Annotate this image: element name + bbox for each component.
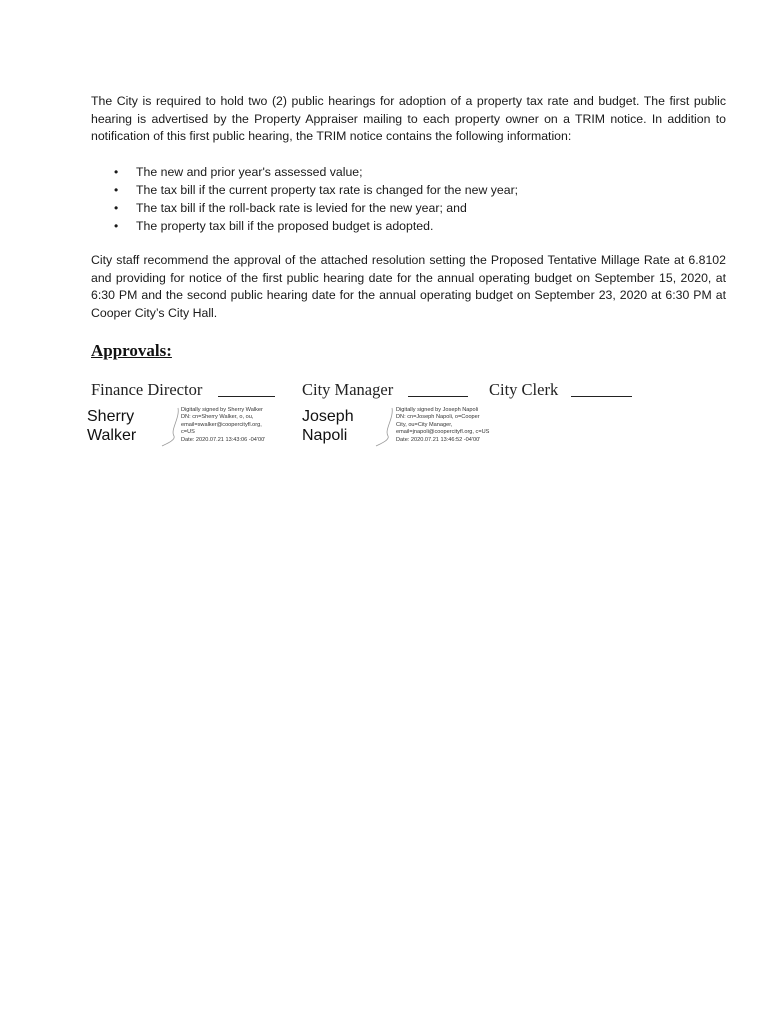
bullet-icon: •: [114, 183, 119, 197]
bullet-icon: •: [114, 165, 119, 179]
city-clerk-line: [571, 396, 632, 397]
city-manager-label: City Manager: [302, 380, 394, 399]
intro-paragraph: The City is required to hold two (2) public hearings for adoption of a property tax rate and budget. The first public hearing is advertised by the Property Appraiser mailing to each property owner on a TRIM notice. In addition to notification of this first public hearing, the TRIM notice contains the following information:: [91, 94, 726, 143]
list-item: • The property tax bill if the proposed budget is adopted.: [114, 219, 434, 233]
finance-signer-name: Sherry Walker: [87, 408, 137, 444]
bullet-icon: •: [114, 219, 119, 233]
manager-signature-details: Digitally signed by Joseph Napoli DN: cn=Joseph Napoli, o=Cooper City, ou=City Manager, email=jnapoli@coopercityfl.org, c=US Date: 2020.07.21 13:46:52 -04'00': [396, 407, 490, 443]
finance-director-label: Finance Director: [91, 380, 203, 399]
bullet-icon: •: [114, 201, 119, 215]
list-item: • The tax bill if the roll-back rate is levied for the new year; and: [114, 201, 467, 215]
finance-signature-details: Digitally signed by Sherry Walker DN: cn=Sherry Walker, o, ou, email=swalker@coopercityfl.org, c=US Date: 2020.07.21 13:43:06 -04'00': [181, 407, 266, 443]
finance-director-line: [218, 396, 275, 397]
city-clerk-label: City Clerk: [489, 380, 559, 399]
signature-mark-icon: [374, 406, 398, 448]
approvals-heading: Approvals:: [91, 341, 172, 360]
manager-signer-name: Joseph Napoli: [302, 408, 354, 444]
list-item: • The tax bill if the current property tax rate is changed for the new year;: [114, 183, 519, 197]
list-item: • The new and prior year's assessed value;: [114, 165, 363, 179]
trim-info-list: [91, 163, 711, 235]
recommendation-paragraph: City staff recommend the approval of the attached resolution setting the Proposed Tentative Millage Rate at 6.8102 and providing for notice of the first public hearing date for the annual operating budget on September 15, 2020, at 6:30 PM and the second public hearing date for the annual operating budget on September 23, 2020 at 6:30 PM at Cooper City’s City Hall.: [91, 253, 726, 320]
city-manager-line: [408, 396, 468, 397]
